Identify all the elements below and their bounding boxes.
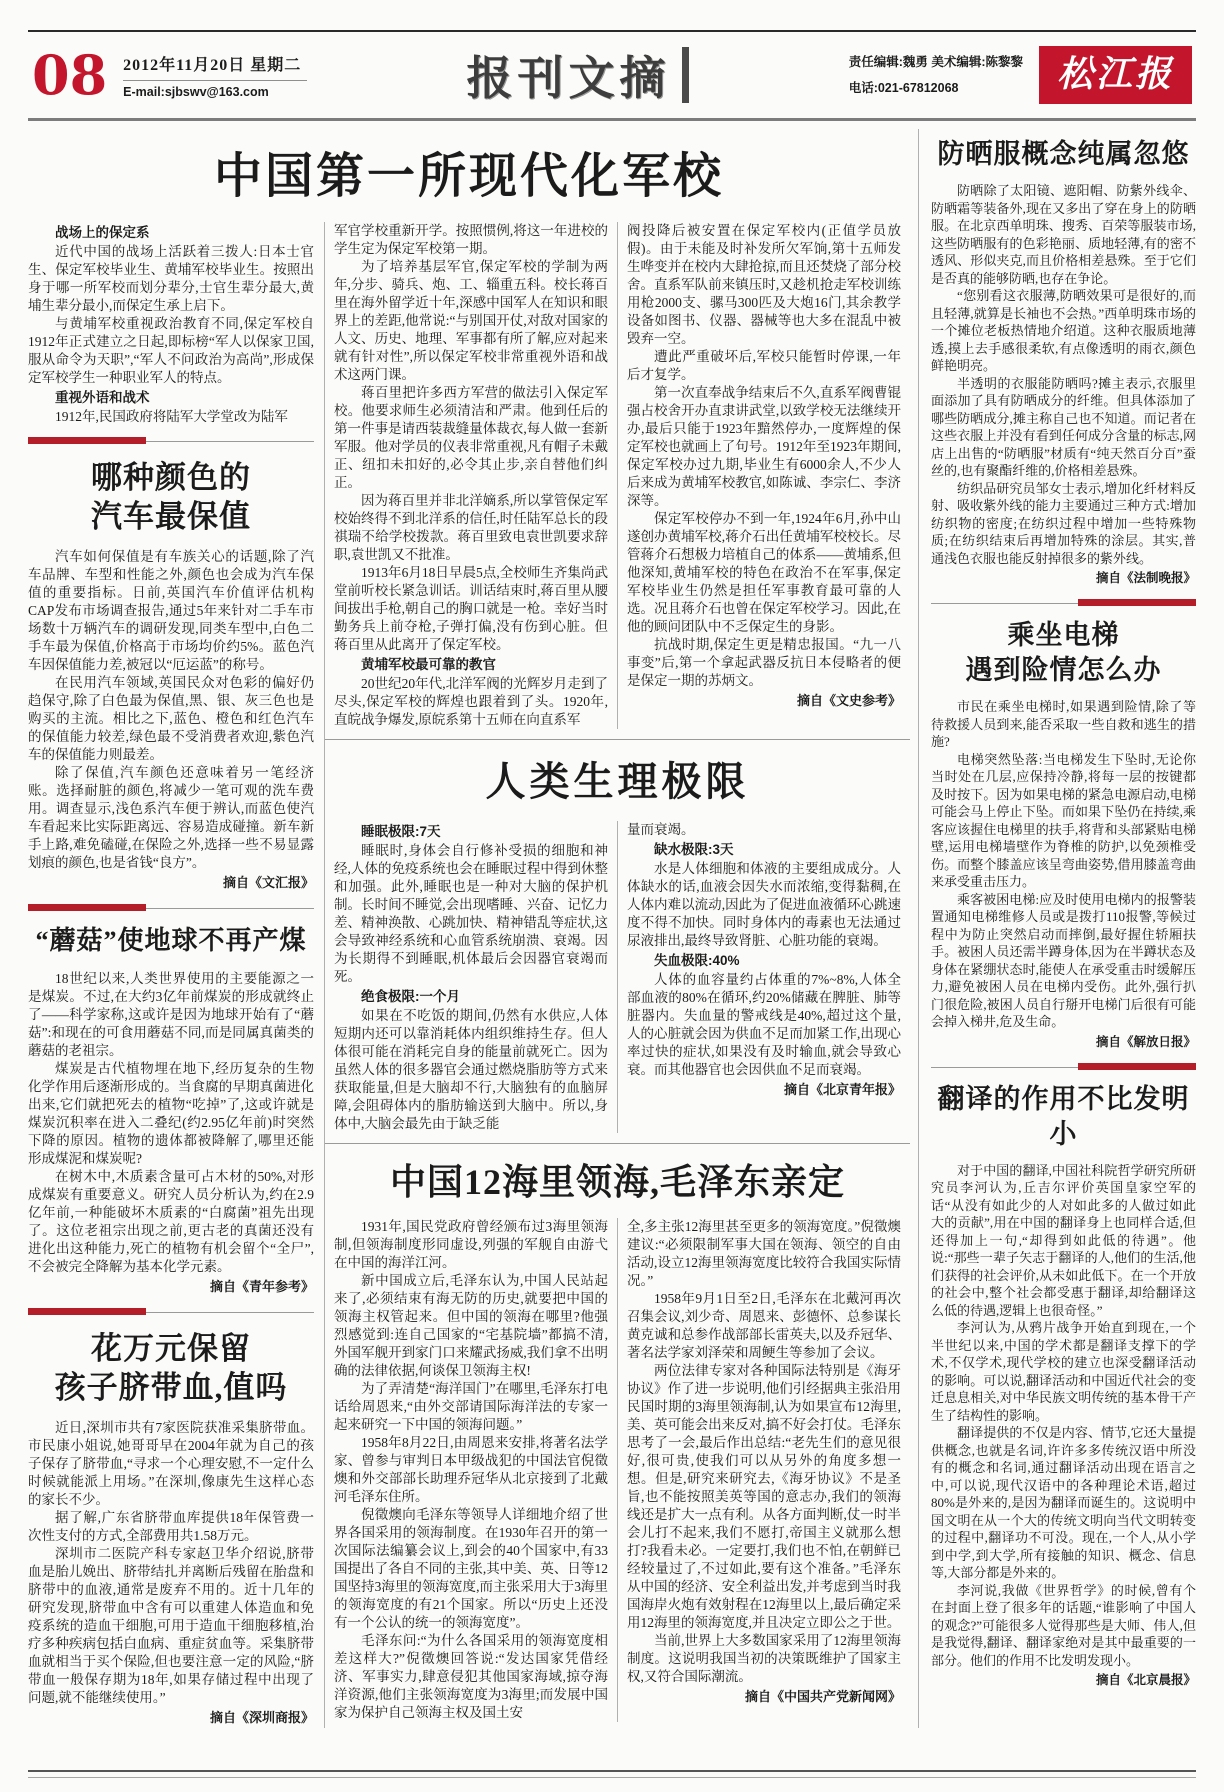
article-divider — [28, 435, 314, 448]
title-line: 汽车最保值 — [91, 499, 251, 535]
attribution: 摘自《文史参考》 — [796, 693, 901, 708]
date-text: 2012年11月20日 星期二 — [123, 52, 307, 81]
attribution: 摘自《文汇报》 — [222, 875, 314, 891]
section-title-wrap — [466, 42, 689, 108]
paragraph: 如果在不吃饭的期间,仍然有水供应,人体短期内还可以靠消耗体内组织维持生存。但人体很可能在消耗完自身的能量前就死亡。因为虽然人体的很多器官会通过燃烧脂肪等方式来获取能量,但是大脑却不行,大脑独有的血脑屏障,会阻碍体内的脂肪输送到大脑中。所以,身体中,大脑会最先由于缺乏能 — [334, 1008, 608, 1131]
paragraph: 1913年6月18日早晨5点,全校师生齐集尚武堂前听校长紧急训话。训话结束时,蒋百里从腰间拔出手枪,朝自己的胸口就是一枪。幸好当时勤务兵上前夺枪,子弹打偏,没有伤到心脏。但蒋百里从此离开了保定军校。 — [334, 565, 608, 652]
paragraph: 半透明的衣服能防晒吗?摊主表示,衣服里面添加了具有防晒成分的纤维。但具体添加了哪些防晒成分,摊主称自己也不知道。而记者在这些衣服上并没有看到任何成分含量的标志,网店上出售的“防晒服”材质有“纯天然百分百”蚕丝的,也有聚酯纤维的,价格相差悬殊。 — [931, 375, 1196, 479]
headline-cord-blood — [28, 1329, 314, 1407]
article-divider — [28, 1306, 314, 1319]
paragraph: 水是人体细胞和体液的主要组成成分。人体缺水的话,血液会因失水而浓缩,变得黏稠,在人体内难以流动,因此为了促进血液循环心跳速度不得不加快。同时身体内的毒素也无法通过尿液排出,最终导致肾脏、心脏功能的衰竭。 — [627, 861, 901, 948]
paragraph: 阀投降后被安置在保定军校内(正值学员放假)。由于未能及时补发所欠军饷,第十五师发生哗变并在校内大肆抢掠,而且还焚烧了部分校舍。直系军队前来镇压时,又趁机抢走军校训练用枪2000支、骡马300匹及大炮16门,其余教学设备如图书、仪器、器械等也大多在混乱中被毁弃一空。 — [627, 223, 901, 346]
article-military-col3 — [618, 222, 910, 729]
article-divider — [931, 1061, 1196, 1074]
paragraph: 新中国成立后,毛泽东认为,中国人民站起来了,必须结束有海无防的历史,就要把中国的领海主权管起来。但中国的领海在哪里?他强烈感觉到:连自己国家的“宅基院墙”都搞不清,外国军舰开到家门口来耀武扬威,我们拿不出明确的法律依据,何谈保卫领海主权! — [334, 1273, 608, 1378]
page-number: 08 — [32, 43, 108, 107]
paragraph: 对于中国的翻译,中国社科院哲学研究所研究员李河认为,丘吉尔评价英国皇家空军的话“从没有如此少的人对如此多的人做过如此大的贡献”,用在中国的翻译身上也同样合适,但还得加上一句,“却得到如此低的待遇”。他说:“那些一辈子矢志于翻译的人,他们的生活,他们获得的社会评价,从未如此低下。在一个开放的社会中,整个社会都受惠于翻译,却给翻译这么低的待遇,逻辑上也很奇怪。” — [931, 1162, 1196, 1318]
paragraph: 市民在乘坐电梯时,如果遇到险情,除了等待救援人员到来,能否采取一些自救和逃生的措施? — [931, 699, 1196, 750]
attribution: 摘自《法制晚报》 — [1095, 571, 1196, 586]
subhead: 战场上的保定系 — [55, 225, 150, 240]
article-sea-col2 — [618, 1218, 910, 1722]
main-content — [28, 129, 1196, 1728]
attribution: 摘自《北京晨报》 — [1095, 1673, 1196, 1688]
article-military-col2 — [325, 222, 618, 729]
headline-territorial-sea: 中国12海里领海,毛泽东亲定 — [389, 1162, 845, 1202]
paragraph: 1931年,国民党政府曾经颁布过3海里领海制,但领海制度形同虚设,列强的军舰自由游弋在中国的海洋江河。 — [334, 1219, 608, 1270]
subhead: 重视外语和战术 — [55, 390, 150, 405]
headline-sunscreen: 防晒服概念纯属忽悠 — [937, 139, 1190, 169]
paragraph: 纺织品研究员邹女士表示,增加化纤材料反射、吸收紫外线的能力主要通过三种方式:增加纺织物的密度;在纺织过程中增加一些特殊物质;在纺织结束后再增加特殊的涂层。其实,普通浅色衣服也能反射掉很多的紫外线。 — [931, 480, 1196, 566]
headline-mushroom: “蘑菇”使地球不再产煤 — [35, 926, 307, 956]
title-line: 孩子脐带血,值吗 — [54, 1369, 288, 1405]
subhead: 失血极限:40% — [654, 953, 740, 968]
article-military-col1 — [28, 223, 314, 426]
paragraph: “您别看这衣服薄,防晒效果可是很好的,而且轻薄,就算是长袖也不会热。”西单明珠市场的一个摊位老板热情地介绍道。这种衣服质地薄透,摸上去手感很柔软,有点像透明的雨衣,颜色鲜艳明亮。 — [931, 288, 1196, 374]
paragraph: 因为蒋百里并非北洋嫡系,所以掌管保定军校始终得不到北洋系的信任,时任陆军总长的段祺瑞不给学校拨款。蒋百里致电袁世凯要求辞职,袁世凯又不批准。 — [334, 493, 608, 562]
headline-military: 中国第一所现代化军校 — [213, 150, 724, 203]
paragraph: 翻译提供的不仅是内容、情节,它还大量提供概念,也就是名词,许许多多传统汉语中所没有的概念和名词,通过翻译活动出现在语言之中,可以说,现代汉语中的各种理论术语,超过80%是外来的,是因为翻译而诞生的。这说明中国文明在从一个大的传统文明向当代文明转变的过程中,翻译功不可没。现在,一个人,从小学到中学,到大学,所有接触的知识、概念、信息等,大部分都是外来的。 — [931, 1425, 1196, 1581]
column-bc — [325, 222, 910, 1728]
paragraph: 防晒除了太阳镜、遮阳帽、防紫外线伞、防晒霜等装备外,现在又多出了穿在身上的防晒服。在北京西单明珠、搜秀、百荣等服装市场,这些防晒服有的色彩艳丽、质地轻薄,有的密不透风、形似夹克,而且价格相差悬殊。至于它们是否真的能够防晒,也存在争论。 — [931, 183, 1196, 286]
paragraph: 蒋百里把许多西方军营的做法引入保定军校。他要求师生必须清洁和严肃。他到任后的第一件事是请西装裁缝量体裁衣,每人做一套新军服。他对学员的仪表非常重视,凡有帽子未戴正、纽扣未扣好的,必令其止步,亲自替他们纠正。 — [334, 385, 608, 490]
attribution: 摘自《青年参考》 — [209, 1278, 314, 1294]
paragraph: 除了保值,汽车颜色还意味着另一笔经济账。选择耐脏的颜色,将减少一笔可观的洗车费用。调查显示,浅色系汽车便于辨认,而蓝色使汽车看起来比实际距离远、容易造成碰撞。新车新手上路,难免磕碰,在保险之外,选择一些不易显露划痕的颜色,也是省钱“良方”。 — [28, 765, 314, 871]
horizontal-rule — [325, 739, 910, 740]
title-line: 哪种颜色的 — [91, 460, 251, 495]
paragraph: 在树木中,木质素含量可占木材的50%,对形成煤炭有重要意义。研究人员分析认为,约在2.9亿年前,一种能破坏木质素的“白腐菌”祖先出现了。这位老祖宗出现之前,更古老的真菌还没有进化出这种能力,死亡的植物有机会留个“全尸”,不会被完全降解为基本化学元素。 — [28, 1168, 314, 1274]
paragraph: 深圳市二医院产科专家赵卫华介绍说,脐带血是胎儿娩出、脐带结扎并离断后残留在胎盘和脐带中的血液,通常是废弃不用的。近十几年的研究发现,脐带血中含有可以重建人体造血和免疫系统的造血干细胞,可用于造血干细胞移植,治疗多种疾病包括白血病、重症贫血等。采集脐带血就相当于买个保险,但也要注意一定的风险,“脐带血一般保存期为18年,如果存储过程中出现了问题,就不能继续使用。” — [28, 1545, 314, 1705]
headline-translation: 翻译的作用不比发明小 — [937, 1083, 1190, 1149]
headline-car-color — [28, 458, 314, 536]
paragraph: 全,多主张12海里甚至更多的领海宽度。”倪徵燠建议:“必须限制军事大国在领海、领空的自由活动,设立12海里领海宽度比较符合我国实际情况。” — [627, 1219, 901, 1288]
subhead: 缺水极限:3天 — [654, 842, 734, 857]
horizontal-rule — [325, 1143, 910, 1144]
attribution: 摘自《深圳商报》 — [209, 1709, 314, 1725]
column-a — [28, 222, 325, 1728]
paragraph: 20世纪20年代,北洋军阀的光辉岁月走到了尽头,保定军校的辉煌也跟着到了头。1920年,直皖战争爆发,原皖系第十五师在向直系军 — [334, 676, 608, 727]
right-region — [918, 129, 1196, 1728]
paragraph: 遭此严重破坏后,军校只能暂时停课,一年后才复学。 — [627, 349, 901, 382]
paragraph: 近代中国的战场上活跃着三拨人:日本士官生、保定军校毕业生、黄埔军校毕业生。按照出身于哪一所军校而划分辈分,士官生辈分最大,黄埔生辈分最小,而保定生承上启下。 — [28, 244, 314, 313]
subhead: 绝食极限:一个月 — [361, 989, 460, 1004]
paragraph: 1912年,民国政府将陆军大学堂改为陆军 — [55, 409, 288, 424]
article-cord-blood — [28, 1329, 314, 1728]
subhead: 睡眠极限:7天 — [361, 824, 441, 839]
article-car-color — [28, 458, 314, 893]
left-region — [28, 129, 910, 1728]
title-line: 花万元保留 — [91, 1330, 251, 1366]
paragraph: 人体的血容量约占体重的7%~8%,人体全部血液的80%在循环,约20%储藏在脾脏、肺等脏器内。失血量的警戒线是40%,超过这个量,人的心脏就会因为供血不足而加紧工作,出现心率过快的症状,如果没有及时输血,就会导致心衰。而其他器官也会因供血不足而衰竭。 — [627, 972, 901, 1077]
email-text: E-mail:sjbswv@163.com — [123, 84, 269, 99]
paragraph: 据了解,广东省脐带血库提供18年保管费一次性支付的方式,全部费用共1.58万元。 — [28, 1509, 314, 1543]
paragraph: 第一次直奉战争结束后不久,直系军阀曹锟强占校舍开办直隶讲武堂,以致学校无法继续开办,最后只能于1923年黯然停办,一度辉煌的保定军校也就画上了句号。1912年至1923年期间,保定军校办过九期,毕业生有6000余人,不少人后来成为黄埔军校教官,如陈诚、李宗仁、李济深等。 — [627, 385, 901, 508]
article-elevator — [931, 618, 1196, 1052]
paragraph: 军官学校重新开学。按照惯例,将这一年进校的学生定为保定军校第一期。 — [334, 223, 608, 256]
subhead: 黄埔军校最可靠的教官 — [361, 657, 496, 672]
phone-line: 电话:021-67812068 — [848, 81, 959, 95]
page-header — [28, 32, 1196, 118]
article-divider — [28, 902, 314, 915]
paragraph: 毛泽东问:“为什么各国采用的领海宽度相差这样大?”倪徵燠回答说:“发达国家凭借经济、军事实力,肆意侵犯其他国家海域,掠夺海洋资源,他们主张领海宽度为3海里;而发展中国家为保护自己领海主权及国土安 — [334, 1633, 608, 1720]
article-physiology — [325, 750, 910, 1133]
article-territorial-sea — [325, 1154, 910, 1722]
paragraph: 为了培养基层军官,保定军校的学制为两年,分步、骑兵、炮、工、辎重五科。校长蒋百里在海外留学近十年,深感中国军人在知识和眼界上的差距,他常说:“与别国开仗,对敌对国家的人文、历史、地理、军事都有所了解,应对起来就有针对性”,所以保定军校非常重视外语和战术这两门课。 — [334, 259, 608, 382]
paragraph: 为了弄清楚“海洋国门”在哪里,毛泽东打电话给周恩来,“由外交部请国际海洋法的专家一起来研究一下中国的领海问题。” — [334, 1381, 608, 1432]
headline-elevator — [931, 618, 1196, 688]
paragraph: 1958年9月1日至2日,毛泽东在北戴河再次召集会议,刘少奇、周恩来、彭德怀、总参谋长黄克诚和总参作战部部长雷英夫,以及乔冠华、著名法学家刘泽荣和周鲠生等参加了会议。 — [627, 1291, 901, 1360]
paragraph: 1958年8月22日,由周恩来安排,将著名法学家、曾参与审判日本甲级战犯的中国法官倪徵燠和外交部部长助理乔冠华从北京接到了北戴河毛泽东住所。 — [334, 1435, 608, 1504]
paragraph: 汽车如何保值是有车族关心的话题,除了汽车品牌、车型和性能之外,颜色也会成为汽车保值的重要指标。日前,英国汽车价值评估机构CAP发布市场调查报告,通过5年来针对二手车市场数十万辆汽车的调研发现,同类车型中,白色二手车最为保值,价格高于市场均价约5%。蓝色汽车因保值能力差,被冠以“厄运蓝”的称号。 — [28, 549, 314, 673]
paragraph: 与黄埔军校重视政治教育不同,保定军校自1912年正式建立之日起,即标榜“军人以保家卫国,服从命令为天职”,“军人不问政治为高尚”,形成保定军校学生一种职业军人的特点。 — [28, 316, 314, 385]
title-line: 遇到险情怎么办 — [965, 655, 1162, 686]
paragraph: 当前,世界上大多数国家采用了12海里领海制度。这说明我国当初的决策既维护了国家主权,又符合国际潮流。 — [627, 1633, 901, 1684]
paragraph: 在民用汽车领域,英国民众对色彩的偏好仍趋保守,除了白色最为保值,黑、银、灰三色也是购买的主流。相比之下,蓝色、橙色和红色汽车的保值能力较差,绿色最不受消费者欢迎,紫色汽车的保值能力则最差。 — [28, 675, 314, 763]
paragraph: 18世纪以来,人类世界使用的主要能源之一是煤炭。不过,在大约3亿年前煤炭的形成就终止了——科学家称,这或许是因为地球开始有了“蘑菇”:和现在的可食用蘑菇不同,而是同属真菌类的蘑菇的老祖宗。 — [28, 970, 314, 1058]
paragraph: 煤炭是古代植物埋在地下,经历复杂的生物化学作用后逐渐形成的。当食腐的早期真菌进化出来,它们就把死去的植物“吃掉”了,这或许就是煤炭沉积率在进入二叠纪(约2.95亿年前)时突然下降的原因。植物的遗体都被降解了,哪里还能形成煤泥和煤炭呢? — [28, 1060, 314, 1166]
masthead-logo: 松江报 — [1039, 46, 1192, 104]
article-sunscreen — [931, 137, 1196, 588]
article-physiology-col1 — [325, 821, 618, 1133]
editor-line: 责任编辑:魏勇 美术编辑:陈黎黎 — [848, 54, 1023, 69]
article-physiology-col2 — [618, 821, 910, 1133]
paragraph: 李河说,我做《世界哲学》的时候,曾有个在封面上登了很多年的话题,“谁影响了中国人的观念?”可能很多人觉得那些是大师、伟人,但是我觉得,翻译、翻译家绝对是其中最重要的一部分。他们的作用不比发明发现小。 — [931, 1582, 1196, 1668]
headline-physiology: 人类生理极限 — [485, 759, 750, 804]
paragraph: 抗战时期,保定生更是精忠报国。“九一八事变”后,第一个拿起武器反抗日本侵略者的便是保定一期的苏炳文。 — [627, 637, 901, 688]
article-mushroom — [28, 925, 314, 1297]
article-divider — [931, 597, 1196, 610]
paragraph: 倪徵燠向毛泽东等领导人详细地介绍了世界各国采用的领海制度。在1930年召开的第一次国际法编纂会议上,到会的40个国家中,有33国提出了各自不同的主张,其中美、英、日等12国坚持3海里的领海宽度,而主张采用大于3海里的领海宽度的有21个国家。所以“历史上还没有一个公认的统一的领海宽度”。 — [334, 1507, 608, 1630]
paragraph: 电梯突然坠落:当电梯发生下坠时,无论你当时处在几层,应保持冷静,将每一层的按键都及时按下。因为如果电梯的紧急电源启动,电梯可能会马上停止下坠。而如果下坠仍在持续,乘客应该握住电梯里的扶手,将背和头部紧贴电梯壁,运用电梯墙壁作为脊椎的防护,以免颈椎受伤。而整个膝盖应该呈弯曲姿势,借用膝盖弯曲来承受重击压力。 — [931, 751, 1196, 890]
paragraph: 李河认为,从鸦片战争开始直到现在,一个半世纪以来,中国的学术都是翻译支撑下的学术,不仅学术,现代学校的建立也深受翻译活动的影响。可以说,翻译活动和中国近代社会的变迁息息相关,对中华民族文明传统的基本骨干产生了结构性的影响。 — [931, 1320, 1196, 1423]
header-rule — [28, 118, 1196, 121]
paragraph: 睡眠时,身体会自行修补受损的细胞和神经,人体的免疫系统也会在睡眠过程中得到休整和加强。此外,睡眠也是一种对大脑的保护机制。长时间不睡觉,会出现嗜睡、兴奋、记忆力差、精神涣散、心跳加快、精神错乱等症状,这会导致神经系统和心血管系统崩溃、衰竭。因为长期得不到睡眠,机体最后会因器官衰竭而死。 — [334, 843, 608, 984]
paragraph: 乘客被困电梯:应及时使用电梯内的报警装置通知电梯维修人员或是拨打110报警,等候过程中为防止突然启动而摔倒,最好握住轿厢扶手。被困人员还需半蹲身体,因为在半蹲状态及身体在紧绷状态时,能使人在承受重击时缓解压力,避免被困人员在电梯内受伤。此外,强行扒门很危险,被困人员自行掰开电梯门后很有可能会掉入梯井,危及生命。 — [931, 891, 1196, 1030]
attribution: 摘自《中国共产党新闻网》 — [744, 1689, 901, 1704]
paragraph: 两位法律专家对各种国际法特别是《海牙协议》作了进一步说明,他们引经据典主张沿用民国时期的3海里领海制,认为如果宣布12海里,美、英可能会出来反对,搞不好会打仗。毛泽东思考了一会,最后作出总结:“老先生们的意见很好,很可贵,使我们可以从另外的角度多想一想。但是,研究来研究去,《海牙协议》不是圣旨,也不能按照美英等国的意志办,我们的领海线还是扩大一点有利。从各方面判断,仗一时半会儿打不起来,我们不愿打,帝国主义就那么想打?我看未必。一定要打,我们也不怕,在朝鲜已经较量过了,不过如此,要有这个准备。”毛泽东从中国的经济、安全利益出发,并考虑到当时我国海岸火炮有效射程在12海里以上,最后确定采用12海里的领海宽度,并且决定立即公之于世。 — [627, 1363, 901, 1630]
attribution: 摘自《解放日报》 — [1095, 1034, 1196, 1049]
article-translation — [931, 1082, 1196, 1691]
paragraph: 近日,深圳市共有7家医院获准采集脐带血。市民康小姐说,她哥哥早在2004年就为自己的孩子保存了脐带血,“寻求一个心理安慰,不一定什么时候就能派上用场。”在深圳,像康先生这样心态的家长不少。 — [28, 1419, 314, 1507]
title-line: 乘坐电梯 — [1007, 620, 1120, 651]
section-title-bar — [682, 47, 689, 103]
article-military-body — [325, 222, 910, 729]
section-title: 报刊文摘 — [466, 52, 671, 104]
paragraph: 量而衰竭。 — [627, 822, 695, 837]
editors-block — [849, 49, 1023, 102]
paragraph: 保定军校停办不到一年,1924年6月,孙中山遂创办黄埔军校,蒋介石出任黄埔军校校长。尽管蒋介石想极力培植自己的体系——黄埔系,但他深知,黄埔军校的特色在政治不在军事,保定军校毕业生仍然是担任军事教育最可靠的人选。况且蒋介石也曾在保定军校学习。因此,在他的顾问团队中不乏保定生的身影。 — [627, 511, 901, 634]
article-sea-col1 — [325, 1218, 618, 1722]
date-block — [123, 52, 307, 99]
attribution: 摘自《北京青年报》 — [783, 1082, 901, 1097]
